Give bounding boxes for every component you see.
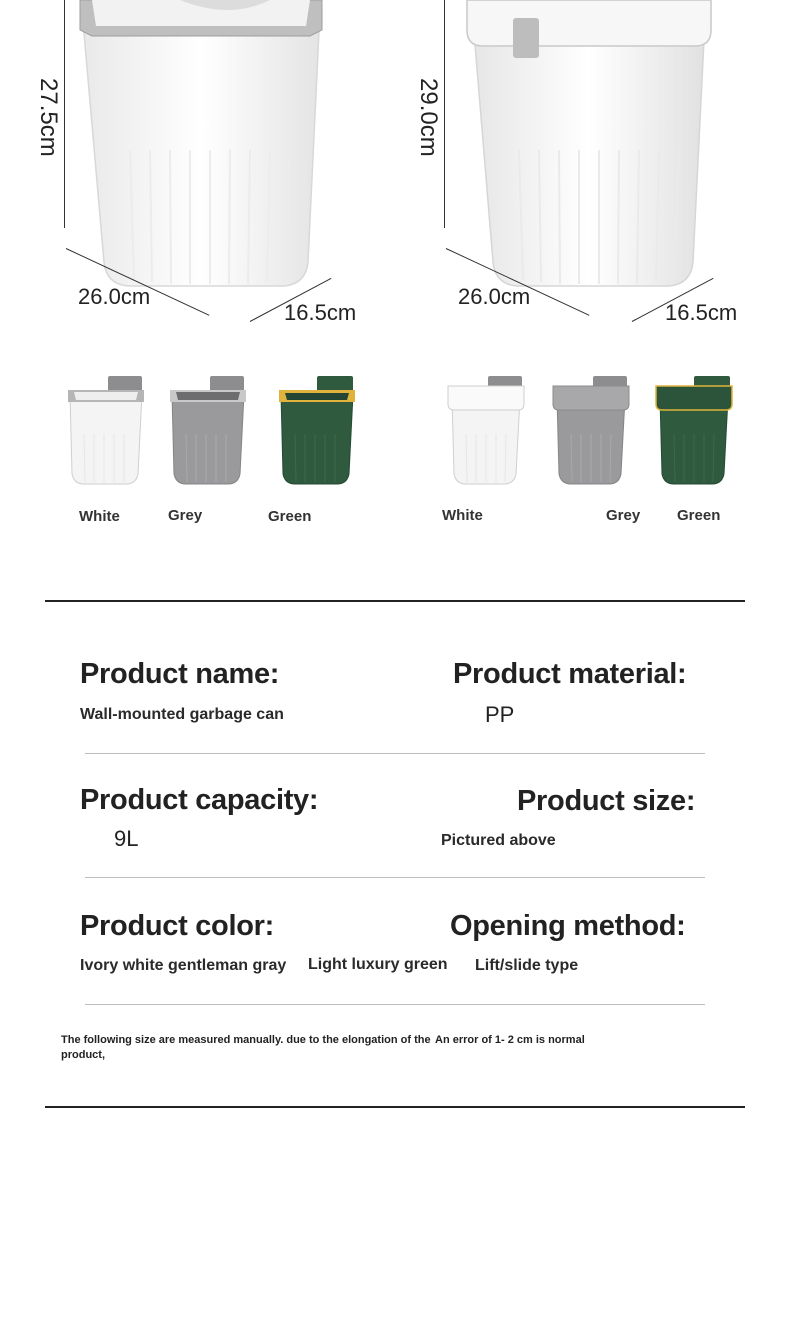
separator-3 xyxy=(85,1004,705,1005)
height-line-left xyxy=(64,0,65,228)
product-name-value: Wall-mounted garbage can xyxy=(80,706,284,723)
swatch-label-green-right: Green xyxy=(677,507,721,524)
bottom-divider xyxy=(45,1106,745,1108)
width-label-left: 26.0cm xyxy=(78,284,151,309)
product-size-value: Pictured above xyxy=(441,832,556,849)
opening-method-value: Lift/slide type xyxy=(475,957,579,974)
product-capacity-value: 9L xyxy=(114,826,139,851)
swatch-label-grey-left: Grey xyxy=(168,507,203,524)
top-divider xyxy=(45,600,745,602)
height-label-left: 27.5cm xyxy=(35,78,62,157)
opening-method-heading: Opening method: xyxy=(450,910,686,942)
swatch-label-white-left: White xyxy=(79,508,120,525)
swatch-bin-white-lid xyxy=(444,374,528,488)
measurement-error-note: An error of 1- 2 cm is normal xyxy=(435,1034,585,1046)
product-material-value: PP xyxy=(485,702,515,727)
measurement-note: The following size are measured manually. due to the elongation of the product, xyxy=(61,1034,431,1061)
product-color-value-2: Light luxury green xyxy=(308,956,448,973)
depth-label-right: 16.5cm xyxy=(665,300,738,325)
swatch-bin-white-open xyxy=(64,374,148,488)
swatch-label-green-left: Green xyxy=(268,508,312,525)
swatch-bin-grey-lid xyxy=(549,374,633,488)
swatch-bin-grey-open xyxy=(166,374,250,488)
height-label-right: 29.0cm xyxy=(415,78,442,157)
height-line-right xyxy=(444,0,445,228)
swatch-bin-green-open xyxy=(275,374,359,488)
product-capacity-heading: Product capacity: xyxy=(80,784,319,816)
product-color-value-1: Ivory white gentleman gray xyxy=(80,957,287,974)
width-label-right: 26.0cm xyxy=(458,284,531,309)
swatch-label-grey-right: Grey xyxy=(606,507,641,524)
large-bin-lid-image xyxy=(455,0,715,290)
large-bin-open-image xyxy=(70,0,330,290)
swatch-label-white-right: White xyxy=(442,507,483,524)
product-size-heading: Product size: xyxy=(517,785,696,817)
swatch-bin-green-lid xyxy=(652,374,736,488)
separator-1 xyxy=(85,753,705,754)
separator-2 xyxy=(85,877,705,878)
product-name-heading: Product name: xyxy=(80,658,280,690)
product-color-heading: Product color: xyxy=(80,910,274,942)
depth-label-left: 16.5cm xyxy=(284,300,357,325)
product-material-heading: Product material: xyxy=(453,658,687,690)
